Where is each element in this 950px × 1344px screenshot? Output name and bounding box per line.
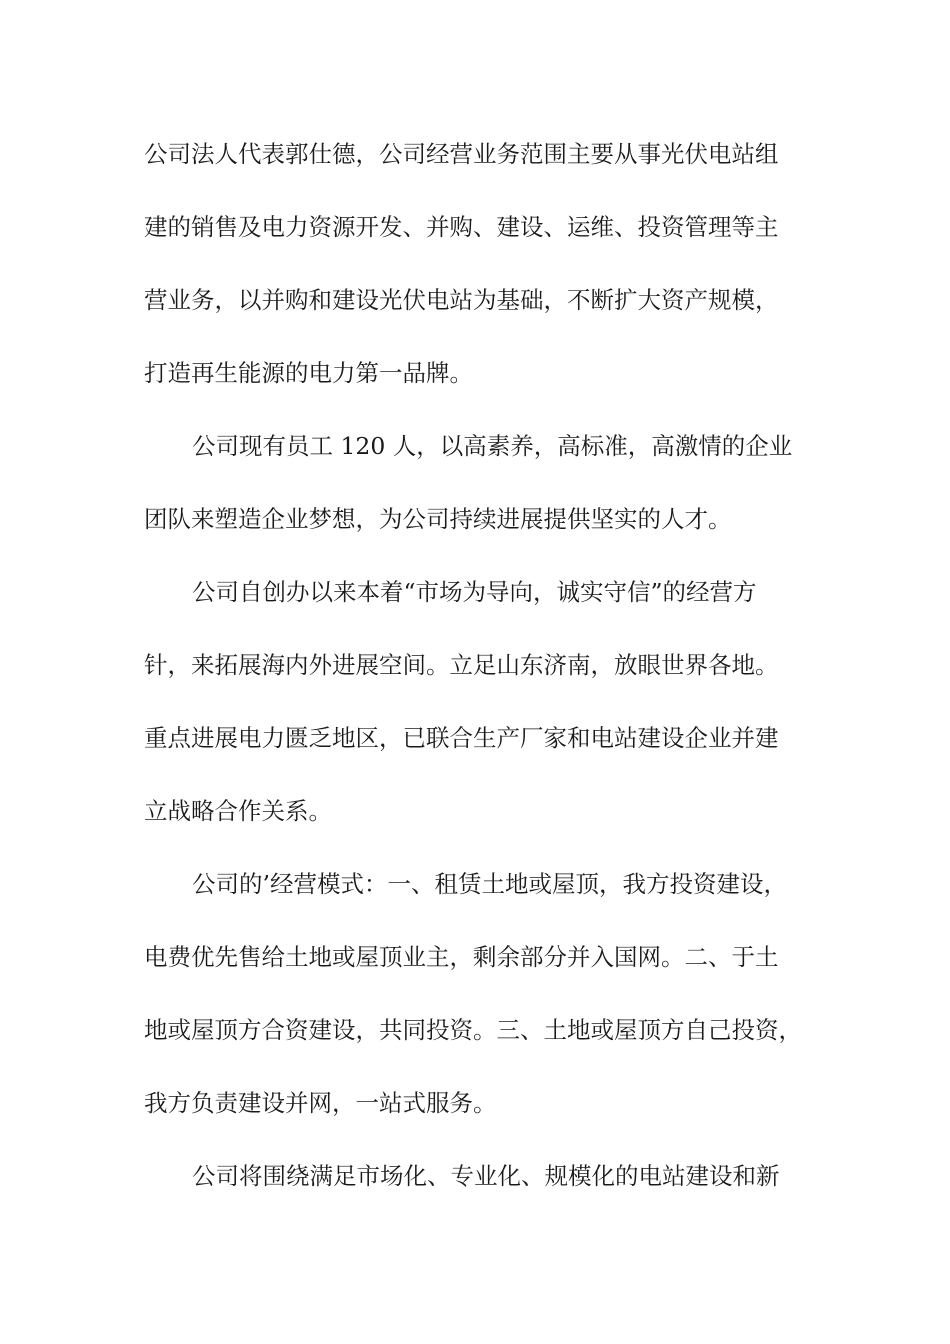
text-line: 立战略合作关系。	[144, 797, 332, 825]
text-line: 建的销售及电力资源开发、并购、建设、运维、投资管理等主	[144, 213, 779, 241]
text-line: 电费优先售给土地或屋顶业主，剩余部分并入国网。二、于土	[144, 943, 779, 971]
text-line: 针，来拓展海内外进展空间。立足山东济南，放眼世界各地。	[144, 651, 779, 679]
text-line: 重点进展电力匮乏地区，已联合生产厂家和电站建设企业并建	[144, 724, 779, 752]
text-line: 团队来塑造企业梦想，为公司持续进展提供坚实的人才。	[144, 505, 732, 533]
text-line: 打造再生能源的电力第一品牌。	[144, 359, 473, 387]
text-line: 我方负责建设并网，一站式服务。	[144, 1089, 497, 1117]
paragraph-first-line: 公司的’经营模式：一、租赁土地或屋顶，我方投资建设，	[192, 870, 787, 898]
paragraph-first-line: 公司将围绕满足市场化、专业化、规模化的电站建设和新	[192, 1162, 780, 1190]
text-line: 营业务，以并购和建设光伏电站为基础，不断扩大资产规模，	[144, 286, 779, 314]
paragraph-first-line: 公司现有员工 120 人，以高素养，高标准，高激情的企业	[192, 432, 793, 460]
text-line: 地或屋顶方合资建设，共同投资。三、土地或屋顶方自己投资，	[144, 1016, 802, 1044]
paragraph-first-line: 公司自创办以来本着“市场为导向，诚实守信”的经营方	[192, 578, 757, 606]
body-text	[144, 132, 824, 1227]
text-line: 公司法人代表郭仕德，公司经营业务范围主要从事光伏电站组	[144, 140, 779, 168]
